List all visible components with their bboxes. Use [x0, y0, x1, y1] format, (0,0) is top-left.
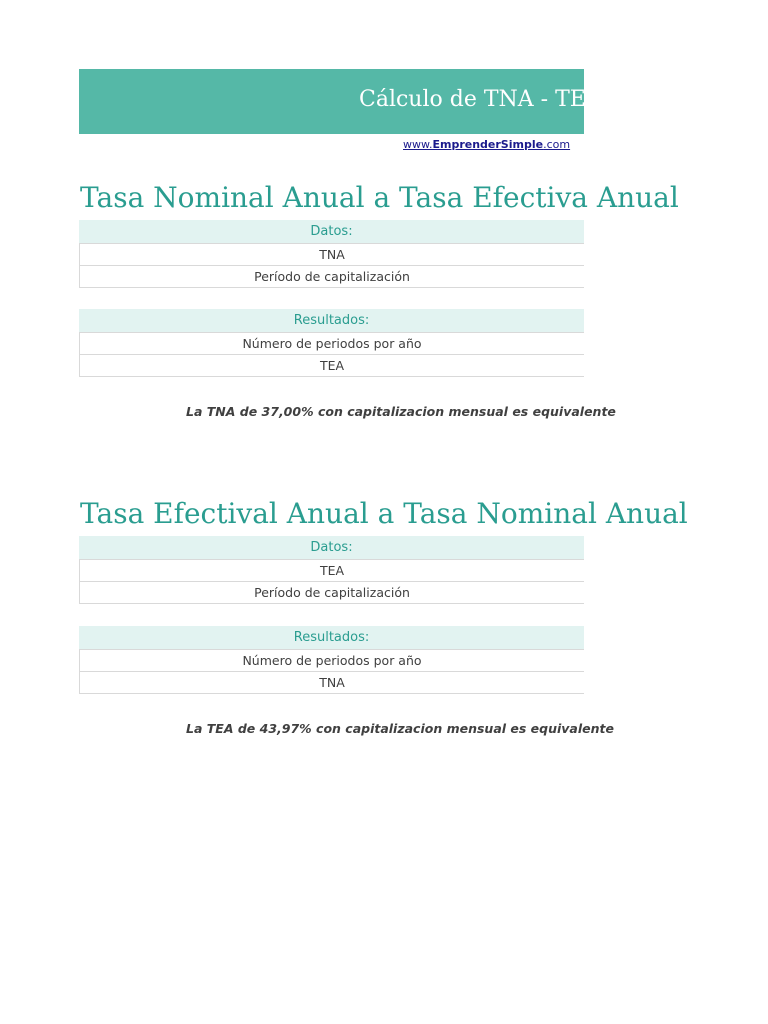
- input-row-tna[interactable]: TNA: [79, 243, 584, 266]
- banner-title: Cálculo de TNA - TEA: [359, 87, 602, 112]
- equivalence-note-2: La TEA de 43,97% con capitalizacion mensual es equivalente: [186, 721, 614, 736]
- result-row-tna[interactable]: TNA: [79, 672, 584, 694]
- title-banner: [79, 69, 602, 134]
- result-row-periods[interactable]: Número de periodos por año: [79, 332, 584, 355]
- link-suffix: .com: [543, 138, 571, 151]
- results-header: Resultados:: [79, 309, 584, 332]
- input-row-capitalization[interactable]: Período de capitalización: [79, 266, 584, 288]
- input-row-capitalization[interactable]: Período de capitalización: [79, 582, 584, 604]
- inputs-header: Datos:: [79, 536, 584, 559]
- link-prefix: www.: [403, 138, 433, 151]
- result-row-tea[interactable]: TEA: [79, 355, 584, 377]
- results-table-2: [79, 626, 584, 694]
- spreadsheet-view: [79, 69, 688, 769]
- section-title-tna-to-tea: Tasa Nominal Anual a Tasa Efectiva Anual: [80, 181, 679, 214]
- inputs-table-1: [79, 220, 584, 288]
- results-header: Resultados:: [79, 626, 584, 649]
- equivalence-note-1: La TNA de 37,00% con capitalizacion mensual es equivalente: [186, 404, 616, 419]
- inputs-table-2: [79, 536, 584, 604]
- website-link[interactable]: [403, 138, 570, 151]
- link-bold: EmprenderSimple: [432, 138, 544, 151]
- result-row-periods[interactable]: Número de periodos por año: [79, 649, 584, 672]
- section-title-tea-to-tna: Tasa Efectival Anual a Tasa Nominal Anual: [80, 497, 688, 530]
- input-row-tea[interactable]: TEA: [79, 559, 584, 582]
- inputs-header: Datos:: [79, 220, 584, 243]
- results-table-1: [79, 309, 584, 377]
